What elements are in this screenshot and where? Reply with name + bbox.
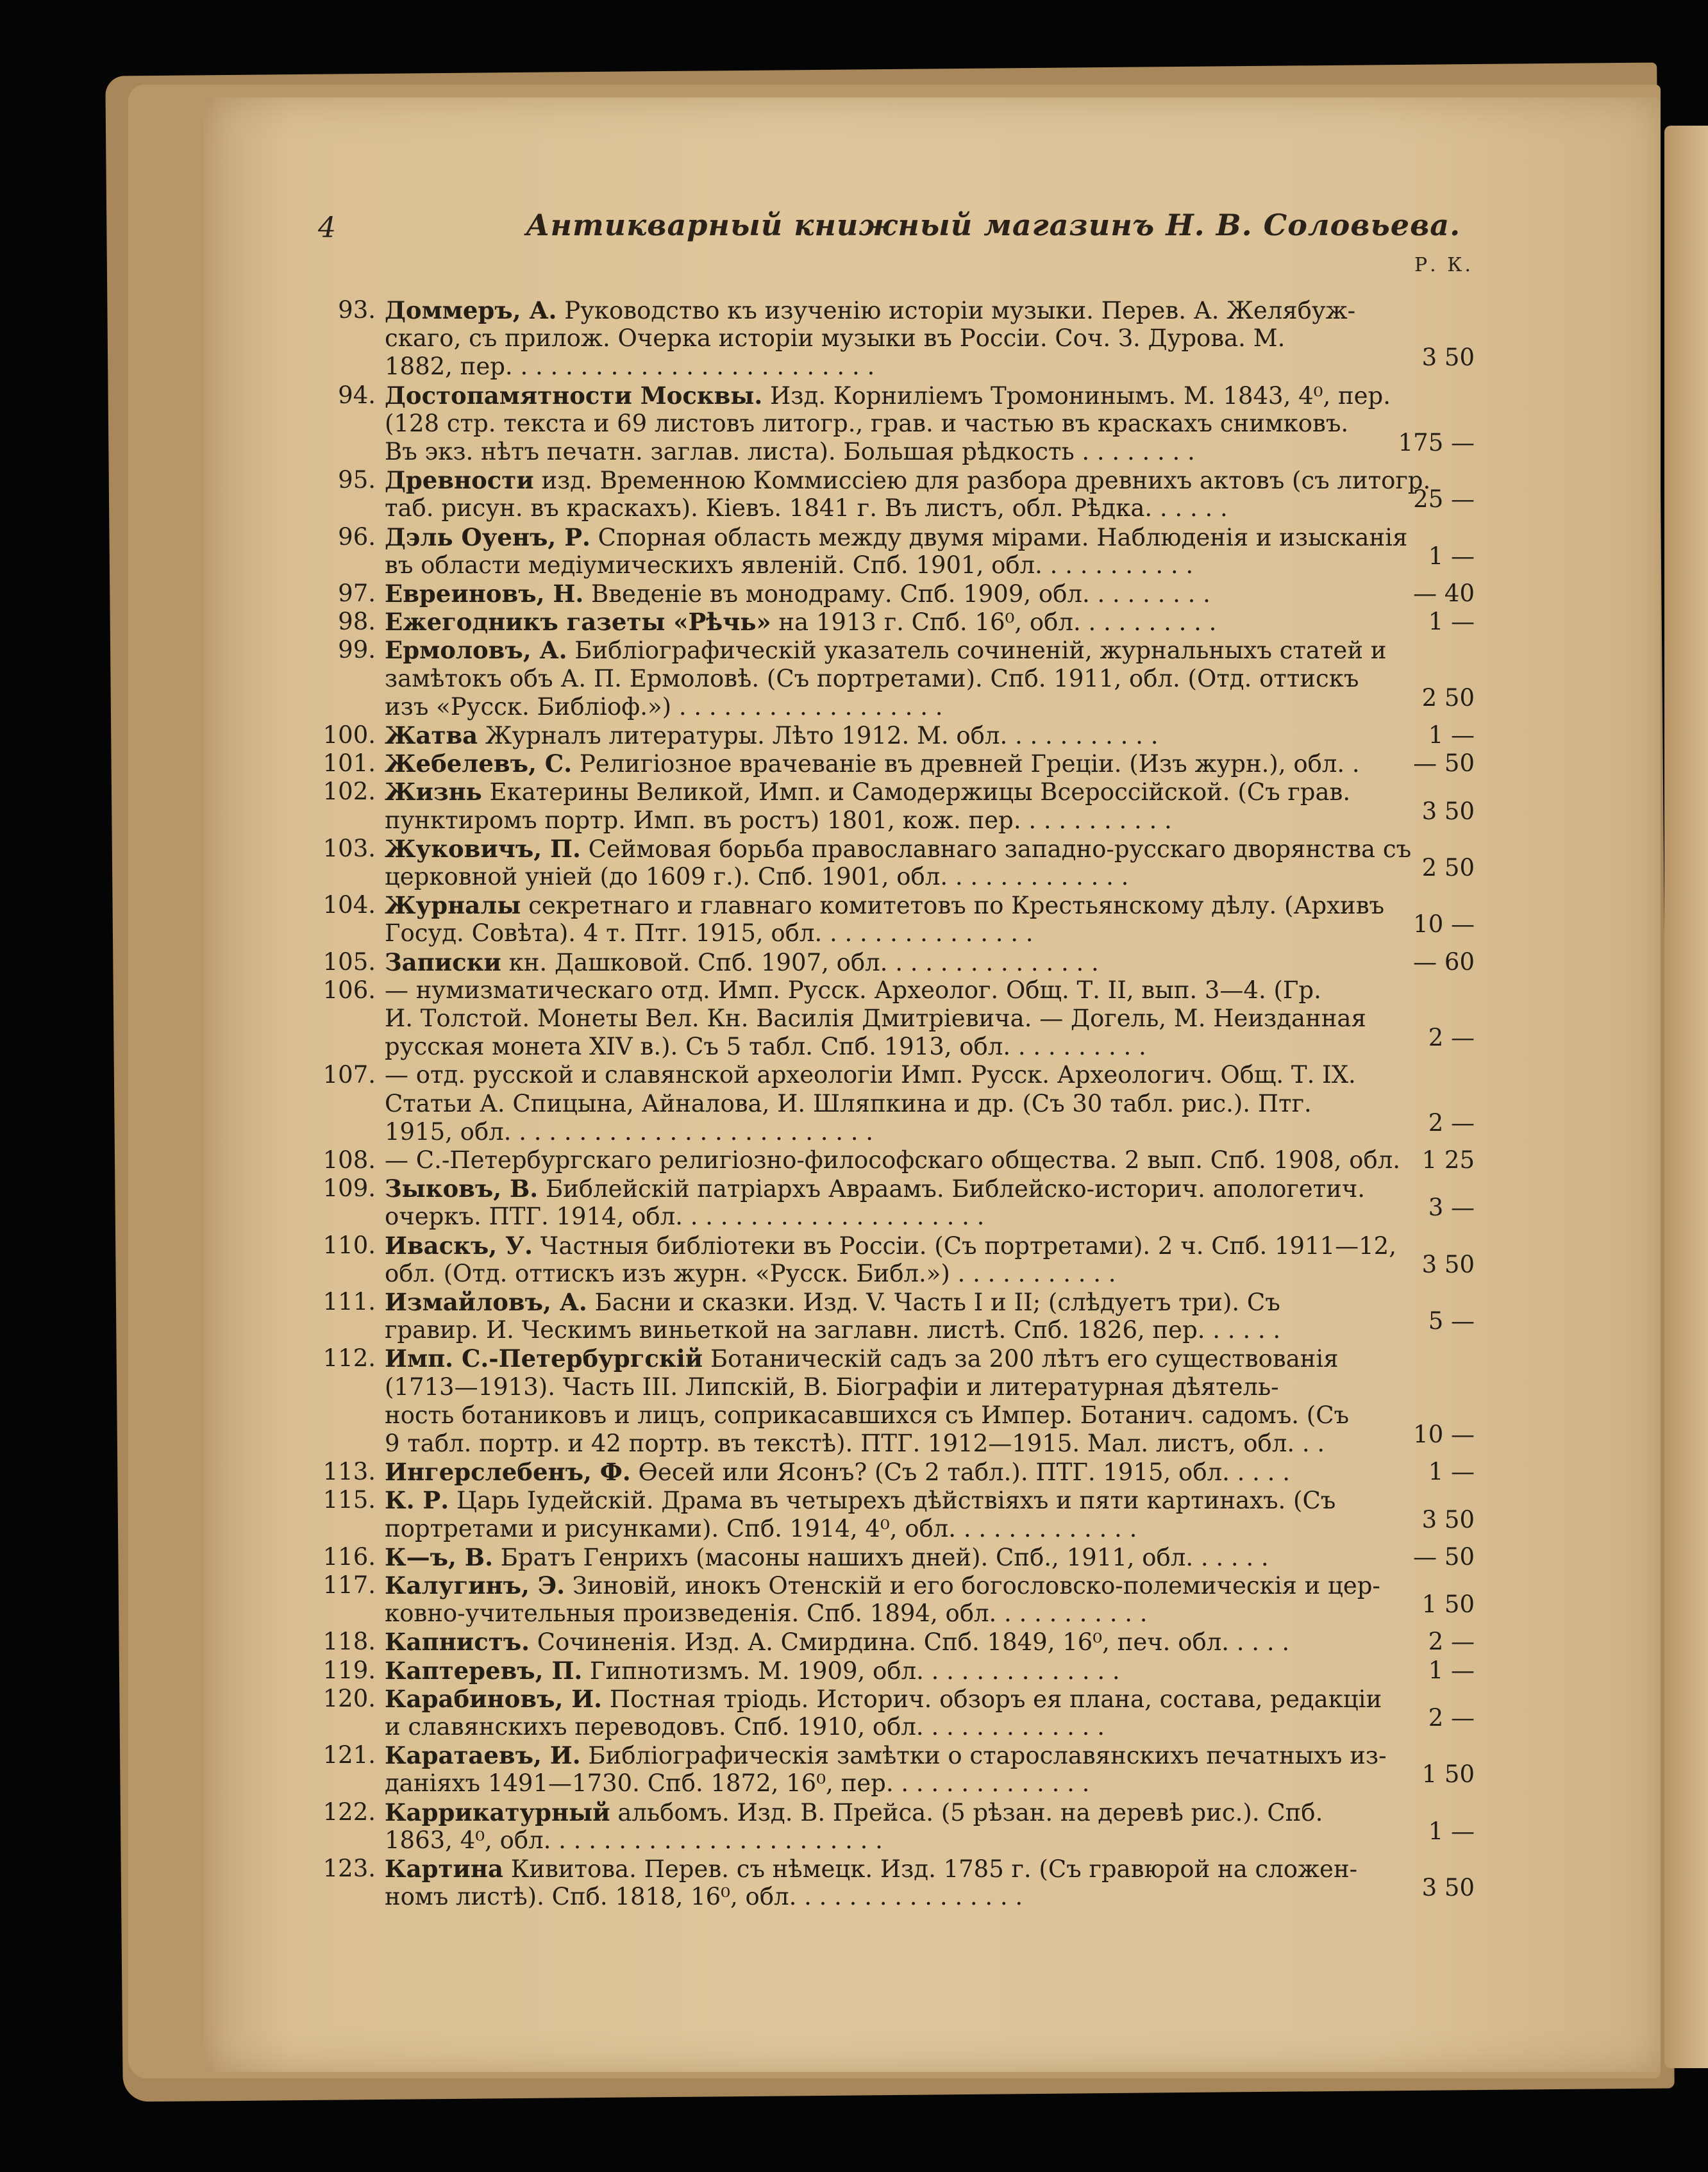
entry-number: 107. [322,1061,376,1089]
entry-price: 1 50 [1421,1591,1475,1619]
entry-price: 175 — [1398,429,1475,456]
entry-text: Достопамятности Москвы. Изд. Корниліемъ Тромонинымъ. М. 1843, 4⁰, пер. [385,381,1391,410]
entry-number: 93. [338,296,376,324]
entry-text: Жуковичъ, П. Сеймовая борьба православнаго западно-русскаго дворянства съ [385,834,1412,863]
entry-number: 111. [322,1288,376,1316]
entry-text: Калугинъ, Э. Зиновій, инокъ Отенскій и его богословско-полемическія и цер- [385,1571,1380,1600]
entry-price: 2 — [1428,1628,1475,1656]
entry-number: 112. [322,1344,376,1373]
entry-number: 118. [322,1628,376,1656]
entry-line [0,381,1708,410]
entry-text: 1882, пер. . . . . . . . . . . . . . . . . . . . . . . . . [385,353,875,381]
entry-text: Древности изд. Временною Коммиссіею для разбора древнихъ актовъ (съ литогр. [385,466,1431,495]
entry-text: скаго, съ прилож. Очерка исторіи музыки въ Россіи. Соч. З. Дурова. М. [385,324,1285,353]
entry-price: 1 50 [1421,1760,1475,1789]
entry-text: Зыковъ, В. Библейскій патріархъ Авраамъ. Библейско-историч. апологетич. [385,1174,1366,1203]
entry-number: 104. [322,891,376,919]
entry-text: Картина Кивитова. Перев. съ нѣмецк. Изд. 1785 г. (Съ гравюрой на сложен- [385,1855,1358,1883]
entry-text: (1713—1913). Часть III. Липскій, В. Біографіи и литературная дѣятель- [385,1373,1279,1401]
entry-price: 1 — [1428,608,1475,636]
entry-text: Доммеръ, А. Руководство къ изученію исторіи музыки. Перев. А. Желябуж- [385,296,1356,324]
entry-text: Каратаевъ, И. Библіографическія замѣтки о старославянскихъ печатныхъ из- [385,1741,1387,1770]
entry-number: 109. [322,1174,376,1203]
entry-price: — 50 [1413,1542,1475,1571]
entry-price: 3 50 [1421,1874,1475,1902]
entry-text: Журналы секретнаго и главнаго комитетовъ по Крестьянскому дѣлу. (Архивъ [385,891,1385,920]
entry-text: Дэль Оуенъ, Р. Спорная область между двумя мірами. Наблюденія и изысканія [385,522,1408,551]
entry-number: 106. [322,976,376,1004]
entry-number: 101. [322,749,376,778]
entry-price: 2 50 [1421,683,1475,712]
entry-text: Ежегодникъ газеты «Рѣчь» на 1913 г. Спб. 16⁰, обл. . . . . . . . . . [385,608,1217,637]
entry-number: 117. [322,1571,376,1599]
entry-line [0,976,1708,1005]
entry-price: 1 — [1428,1656,1475,1684]
entry-text: Иваскъ, У. Частныя библіотеки въ Россіи. (Съ портретами). 2 ч. Спб. 1911—12, [385,1231,1396,1260]
entry-text: 9 табл. портр. и 42 портр. въ текстѣ). ПТГ. 1912—1915. Мал. листъ, обл. . . [385,1430,1325,1457]
entry-number: 97. [338,580,376,607]
entry-text: К—ъ, В. Братъ Генрихъ (масоны нашихъ дней). Спб., 1911, обл. . . . . . [385,1542,1269,1571]
entry-text: — С.-Петербургскаго религіозно-философскаго общества. 2 вып. Спб. 1908, обл. [385,1146,1401,1174]
entry-text: Евреиновъ, Н. Введеніе въ монодраму. Спб. 1909, обл. . . . . . . . . [385,580,1210,608]
entry-number: 108. [322,1146,376,1174]
entry-text: Жебелевъ, С. Религіозное врачеваніе въ древней Греціи. (Изъ журн.), обл. . [385,749,1360,778]
entry-text: Госуд. Совѣта). 4 т. Птг. 1915, обл. . . . . . . . . . . . . . . [385,919,1034,948]
entry-text: пунктиромъ портр. Имп. въ ростъ) 1801, кож. пер. . . . . . . . . . . [385,806,1172,834]
entry-price: 2 — [1428,1024,1475,1052]
entry-text: (128 стр. текста и 69 листовъ литогр., грав. и частью въ краскахъ снимковъ. [385,409,1349,437]
entry-text: номъ листѣ). Спб. 1818, 16⁰, обл. . . . . . . . . . . . . . . . [385,1883,1023,1911]
entry-text: И. Толстой. Монеты Вел. Кн. Василія Дмитріевича. — Догель, М. Неизданная [385,1005,1366,1032]
entry-price: 2 — [1428,1108,1475,1137]
entry-number: 105. [322,948,376,976]
entry-line [0,1061,1708,1089]
entry-price: 3 — [1428,1194,1475,1222]
entry-text: 1915, обл. . . . . . . . . . . . . . . . . . . . . . . . . [385,1117,874,1146]
entry-price: 25 — [1413,485,1475,514]
entry-number: 96. [338,522,376,551]
entry-text: Ермоловъ, А. Библіографическій указатель сочиненій, журнальныхъ статей и [385,636,1387,665]
entry-number: 103. [322,834,376,862]
entry-text: Жизнь Екатерины Великой, Имп. и Самодержицы Всероссійской. (Съ грав. [385,778,1351,806]
entry-text: Имп. С.-Петербургскій Ботаническій садъ за 200 лѣтъ его существованія [385,1344,1339,1373]
entry-text: очеркъ. ПТГ. 1914, обл. . . . . . . . . . . . . . . . . . . . . [385,1203,985,1231]
entry-number: 115. [322,1486,376,1514]
entry-number: 120. [322,1684,376,1712]
entry-text: — нумизматическаго отд. Имп. Русск. Археолог. Общ. Т. II, вып. 3—4. (Гр. [385,976,1321,1004]
entry-number: 94. [338,381,376,409]
entry-text: церковной уніей (до 1609 г.). Спб. 1901, обл. . . . . . . . . . . . . [385,863,1129,890]
currency-column-header: Р. К. [1414,254,1474,276]
entry-price: 10 — [1413,1421,1475,1448]
entry-text: Статьи А. Спицына, Айналова, И. Шляпкина и др. (Съ 30 табл. рис.). Птг. [385,1089,1312,1117]
entry-text: — отд. русской и славянской археологіи Имп. Русск. Археологич. Общ. Т. IX. [385,1061,1356,1089]
entry-text: Измайловъ, А. Басни и сказки. Изд. V. Часть I и II; (слѣдуетъ три). Съ [385,1288,1280,1316]
entry-line [0,296,1708,324]
entry-price: 2 — [1428,1704,1475,1732]
entry-price: — 60 [1413,948,1475,976]
entry-price: 3 50 [1421,1250,1475,1278]
entry-text: 1863, 4⁰, обл. . . . . . . . . . . . . . . . . . . . . . . [385,1826,883,1854]
entry-text: Жатва Журналъ литературы. Лѣто 1912. М. обл. . . . . . . . . . . [385,721,1159,749]
entry-price: 3 50 [1421,1505,1475,1533]
entry-price: — 40 [1413,580,1475,607]
entry-price: 1 25 [1421,1146,1475,1174]
entry-price: 1 — [1428,721,1475,749]
entry-text: обл. (Отд. оттискъ изъ журн. «Русск. Библ.») . . . . . . . . . . . [385,1259,1116,1287]
entry-line [0,1373,1708,1401]
entry-text: Въ экз. нѣтъ печатн. заглав. листа). Большая рѣдкость . . . . . . . . [385,438,1195,465]
entry-price: 3 50 [1421,797,1475,825]
entry-line [0,1344,1708,1373]
entry-text: русская монета XIV в.). Съ 5 табл. Спб. 1913, обл. . . . . . . . . . [385,1033,1146,1061]
entry-text: Записки кн. Дашковой. Спб. 1907, обл. . . . . . . . . . . . . . . [385,948,1099,976]
entry-text: гравир. И. Ческимъ виньеткой на заглавн. листѣ. Спб. 1826, пер. . . . . . [385,1316,1281,1344]
entry-number: 113. [322,1458,376,1486]
entry-price: 1 — [1428,1458,1475,1486]
entry-number: 121. [322,1741,376,1769]
entry-line [0,636,1708,664]
entry-text: Каптеревъ, П. Гипнотизмъ. М. 1909, обл. . . . . . . . . . . . . . [385,1656,1120,1685]
entry-number: 100. [322,721,376,749]
entry-number: 122. [322,1798,376,1826]
entry-text: Ингерслебенъ, Ф. Өесей или Ясонъ? (Съ 2 табл.). ПТГ. 1915, обл. . . . . [385,1458,1290,1487]
page-number: 4 [318,212,336,244]
entry-text: Карабиновъ, И. Постная тріодь. Историч. обзоръ ея плана, состава, редакціи [385,1684,1382,1713]
entry-text: Каррикатурный альбомъ. Изд. В. Прейса. (5 рѣзан. на деревѣ рис.). Спб. [385,1798,1323,1826]
entry-number: 99. [338,636,376,664]
entry-number: 116. [322,1542,376,1571]
entry-text: въ области медіумическихъ явленій. Спб. 1901, обл. . . . . . . . . . . [385,551,1194,579]
entry-number: 98. [338,608,376,636]
entry-price: 5 — [1428,1307,1475,1335]
entry-price: 3 50 [1421,344,1475,372]
entry-text: портретами и рисунками). Спб. 1914, 4⁰, обл. . . . . . . . . . . . . [385,1514,1137,1542]
entry-number: 123. [322,1855,376,1882]
entry-text: ковно-учительныя произведенія. Спб. 1894, обл. . . . . . . . . . . [385,1600,1148,1628]
entry-number: 102. [322,778,376,806]
entry-text: таб. рисун. въ краскахъ). Кіевъ. 1841 г. Въ листъ, обл. Рѣдка. . . . . . [385,494,1228,522]
entry-text: К. Р. Царь Іудейскій. Драма въ четырехъ дѣйствіяхъ и пяти картинахъ. (Съ [385,1486,1336,1515]
entry-price: 10 — [1413,910,1475,939]
entry-text: изъ «Русск. Библіоф.») . . . . . . . . . . . . . . . . . . [385,692,943,721]
entry-price: 2 50 [1421,854,1475,881]
entry-price: 1 — [1428,1817,1475,1845]
entry-number: 119. [322,1656,376,1684]
running-title: Антикварный книжный магазинъ Н. В. Соловьева. [526,208,1461,242]
entry-price: — 50 [1413,749,1475,778]
entry-number: 95. [338,466,376,494]
entry-text: ность ботаниковъ и лицъ, соприкасавшихся съ Импер. Ботанич. садомъ. (Съ [385,1401,1350,1429]
entry-text: Капнистъ. Сочиненія. Изд. А. Смирдина. Спб. 1849, 16⁰, печ. обл. . . . . [385,1628,1290,1657]
entry-text: и славянскихъ переводовъ. Спб. 1910, обл. . . . . . . . . . . . . [385,1713,1105,1741]
entry-price: 1 — [1428,542,1475,570]
entry-text: замѣтокъ объ А. П. Ермоловѣ. (Съ портретами). Спб. 1911, обл. (Отд. оттискъ [385,664,1359,692]
entry-number: 110. [322,1231,376,1259]
entry-text: даніяхъ 1491—1730. Спб. 1872, 16⁰, пер. . . . . . . . . . . . . . [385,1769,1090,1798]
